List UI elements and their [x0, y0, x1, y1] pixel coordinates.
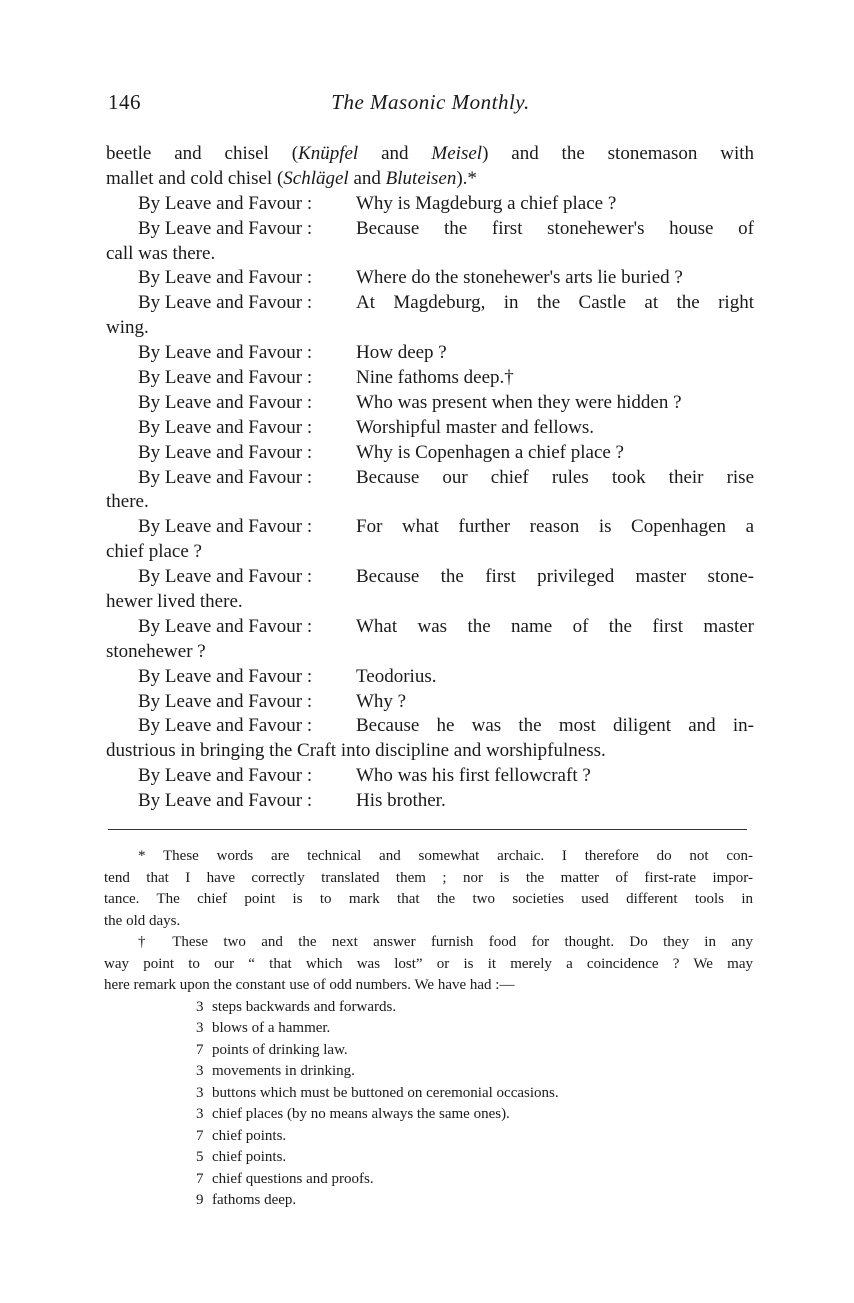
footnote-line: here remark upon the constant use of odd numbers. We have had :— [104, 977, 515, 993]
dialogue-continuation: hewer lived there. [106, 591, 243, 613]
dialogue-line [106, 391, 754, 416]
dialogue-answer: Because he was the most diligent and in- [356, 715, 754, 737]
list-item-number: 3 [196, 998, 204, 1015]
list-item [196, 1126, 753, 1148]
dialogue-line [106, 341, 754, 366]
list-item [196, 997, 753, 1019]
dialogue-question: By Leave and Favour : [138, 566, 313, 588]
dialogue-answer: At Magdeburg, in the Castle at the right [356, 292, 754, 314]
dialogue-question: By Leave and Favour : [138, 217, 313, 239]
list-item-number: 3 [196, 1106, 204, 1122]
dialogue-line [106, 714, 754, 739]
list-item [196, 1061, 753, 1083]
dialogue-question: By Leave and Favour : [138, 715, 313, 737]
intro-line-1: beetle and chisel (Knüpfel and Meisel) and the stonemason with [106, 143, 755, 164]
dialogue-line [106, 266, 754, 291]
dialogue-continuation: stonehewer ? [106, 640, 206, 662]
list-item-number: 7 [196, 1041, 204, 1058]
dialogue-question: By Leave and Favour : [138, 665, 313, 687]
dialogue-line [106, 192, 754, 217]
dialogue-question: By Leave and Favour : [138, 292, 313, 314]
dialogue-line [106, 615, 754, 640]
footnote-line: the old days. [104, 912, 181, 929]
list-item-text: blows of a hammer. [212, 1020, 331, 1036]
list-item [196, 1104, 753, 1126]
list-item [196, 1147, 753, 1169]
dialogue-line [106, 217, 754, 242]
list-item-text: fathoms deep. [212, 1192, 297, 1208]
dialogue-answer: Who was present when they were hidden ? [356, 391, 682, 413]
dialogue-answer: Why ? [356, 690, 407, 712]
page-number: 146 [108, 90, 141, 114]
dialogue-question: By Leave and Favour : [138, 516, 313, 538]
dialogue-answer: Where do the stonehewer's arts lie buried ? [356, 267, 683, 289]
dialogue-continuation: there. [106, 491, 149, 513]
dialogue-line [106, 515, 754, 540]
dialogue-answer: Because the first stonehewer's house of [356, 217, 754, 239]
list-item-text: buttons which must be buttoned on ceremonial occasions. [212, 1084, 559, 1101]
odd-numbers-list [104, 997, 753, 1212]
list-item [196, 1040, 753, 1062]
dialogue-question: By Leave and Favour : [138, 690, 313, 712]
dialogue-question: By Leave and Favour : [138, 765, 313, 787]
dialogue-continuation: wing. [106, 317, 149, 339]
page-header [108, 90, 753, 120]
dialogue-answer: Who was his first fellowcraft ? [356, 765, 591, 787]
dialogue-line [106, 665, 754, 690]
dialogue-line [106, 366, 754, 391]
list-item-text: steps backwards and forwards. [212, 998, 397, 1015]
running-title: The Masonic Monthly. [331, 90, 530, 114]
dialogue-question: By Leave and Favour : [138, 391, 313, 413]
dialogue-line [106, 441, 754, 466]
footnote-line: † These two and the next answer furnish food for thought. Do they in any [138, 934, 753, 950]
dialogue-line [106, 416, 754, 441]
list-item-text: chief points. [212, 1149, 287, 1165]
dialogue-answer: What was the name of the first master [356, 615, 754, 637]
dialogue-continuation: call was there. [106, 242, 216, 264]
list-item-number: 3 [196, 1063, 204, 1079]
list-item-number: 5 [196, 1149, 204, 1165]
dialogue-question: By Leave and Favour : [138, 615, 313, 637]
footnote-rule [108, 829, 747, 830]
list-item [196, 1169, 753, 1191]
list-item-number: 3 [196, 1084, 204, 1101]
dialogue-answer: Because the first privileged master stone- [356, 566, 754, 588]
footnote-line: way point to our “ that which was lost” or is it merely a coincidence ? We may [104, 955, 753, 972]
list-item [196, 1018, 753, 1040]
list-item-number: 3 [196, 1020, 204, 1036]
list-item-text: chief points. [212, 1127, 287, 1144]
list-item-number: 9 [196, 1192, 204, 1208]
list-item [196, 1083, 753, 1105]
dialogue-answer: For what further reason is Copenhagen a [356, 516, 754, 538]
footnote-line: tend that I have correctly translated them ; nor is the matter of first-rate impor- [104, 869, 753, 886]
dialogue-line [106, 764, 754, 789]
dialogue-line [106, 565, 754, 590]
list-item-number: 7 [196, 1127, 204, 1144]
footnotes [104, 846, 753, 1212]
dialogue-question: By Leave and Favour : [138, 192, 313, 214]
intro-line-2: mallet and cold chisel (Schlägel and Bluteisen).* [106, 167, 477, 189]
list-item-text: chief places (by no means always the same ones). [212, 1106, 510, 1122]
dialogue-continuation: dustrious in bringing the Craft into discipline and worshipfulness. [106, 740, 606, 762]
dialogue-question: By Leave and Favour : [138, 367, 313, 389]
dialogue-line [106, 291, 754, 316]
list-item-text: points of drinking law. [212, 1041, 348, 1058]
footnote-1 [104, 846, 753, 932]
footnote-line: tance. The chief point is to mark that the two societies used different tools in [104, 891, 753, 907]
dialogue-answer: His brother. [356, 790, 446, 812]
list-item-text: movements in drinking. [212, 1063, 355, 1079]
dialogue-line [106, 690, 754, 715]
list-item-text: chief questions and proofs. [212, 1170, 374, 1187]
dialogue [106, 192, 754, 814]
dialogue-question: By Leave and Favour : [138, 790, 313, 812]
dialogue-question: By Leave and Favour : [138, 267, 313, 289]
body-text [106, 142, 754, 814]
dialogue-continuation: chief place ? [106, 541, 202, 563]
dialogue-answer: Worshipful master and fellows. [356, 416, 595, 438]
list-item [196, 1190, 753, 1212]
dialogue-answer: Why is Copenhagen a chief place ? [356, 441, 624, 463]
dialogue-question: By Leave and Favour : [138, 416, 313, 438]
dialogue-line [106, 789, 754, 814]
dialogue-question: By Leave and Favour : [138, 342, 313, 364]
dialogue-question: By Leave and Favour : [138, 466, 313, 488]
footnote-line: * These words are technical and somewhat archaic. I therefore do not con- [138, 848, 753, 864]
dialogue-answer: Teodorius. [356, 665, 437, 687]
dialogue-answer: Nine fathoms deep.† [356, 367, 514, 389]
dialogue-answer: Because our chief rules took their rise [356, 466, 754, 488]
dialogue-line [106, 466, 754, 491]
list-item-number: 7 [196, 1170, 204, 1187]
footnote-2 [104, 932, 753, 997]
dialogue-answer: Why is Magdeburg a chief place ? [356, 192, 617, 214]
dialogue-answer: How deep ? [356, 342, 447, 364]
dialogue-question: By Leave and Favour : [138, 441, 313, 463]
